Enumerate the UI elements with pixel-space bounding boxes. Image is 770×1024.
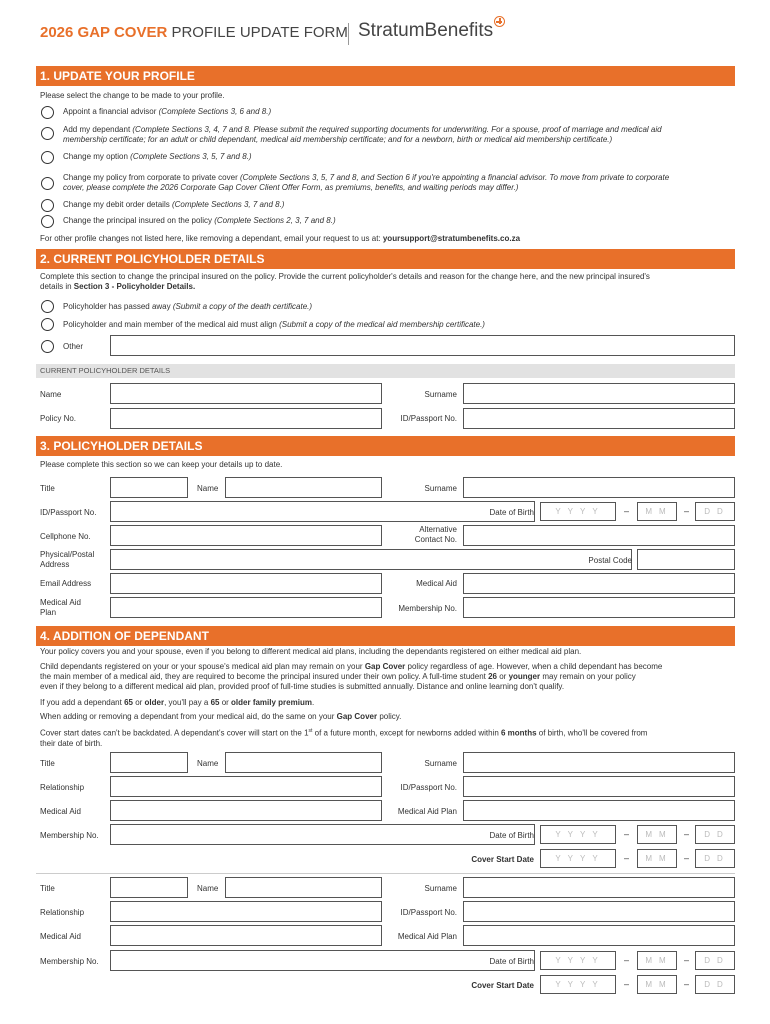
d2-title-input[interactable]	[110, 877, 188, 898]
d1-dob-label: Date of Birth	[489, 831, 534, 840]
s2-surname-label: Surname	[424, 390, 457, 399]
s4-p5: Cover start dates can't be backdated. A dependant's cover will start on the 1st of a future month, except for newborns added within 6 months of birth, who'll be covered from their date of birth.	[40, 728, 648, 748]
section-1-header: 1. UPDATE YOUR PROFILE	[36, 66, 735, 86]
s3-medaid-label: Medical Aid	[416, 579, 457, 588]
d1-surname-input[interactable]	[463, 752, 735, 773]
s1-footer: For other profile changes not listed here, like removing a dependant, email your request to us at: yoursupport@stratumbenefits.co.za	[40, 234, 521, 243]
d1-medplan-input[interactable]	[463, 800, 735, 821]
s3-dob-label: Date of Birth	[489, 508, 534, 517]
d2-dob-day[interactable]: DD	[695, 951, 735, 970]
support-email-link[interactable]: yoursupport@stratumbenefits.co.za	[382, 234, 521, 243]
s3-name-label: Name	[197, 484, 219, 493]
s2-name-label: Name	[40, 390, 62, 399]
opt-add-dependant: Add my dependant (Complete Sections 3, 4, 7 and 8. Please submit the required supporting documents for underwriting. For a spouse, proof of marriage and medical aid membership certificate; for an adult or child dependant, medical aid membership certificate; and for a newborn, birth or medical aid membership certificate.)	[63, 125, 662, 144]
d1-rel-input[interactable]	[110, 776, 382, 797]
d2-medaid-input[interactable]	[110, 925, 382, 946]
s4-p1: Your policy covers you and your spouse, even if you belong to different medical aid plans, including the dependants registered on either medical aid plan.	[40, 647, 582, 656]
opt-corporate-to-private: Change my policy from corporate to private cover (Complete Sections 3, 5, 7 and 8, and Section 6 if you're appointing a financial advisor. To move from private to corporate cover, please complete the 2026 Corporate Gap Cover Client Offer Form, as premiums, benefits, and waiting periods may differ.)	[63, 173, 670, 192]
s3-email-input[interactable]	[110, 573, 382, 594]
opt-passed-away: Policyholder has passed away (Submit a copy of the death certificate.)	[63, 302, 313, 311]
s3-address-label: Physical/Postal Address	[40, 550, 95, 569]
d1-rel-label: Relationship	[40, 783, 85, 792]
s3-dob-month[interactable]: MM	[637, 502, 677, 521]
s3-postal-label: Postal Code	[588, 556, 632, 565]
d2-idpass-label: ID/Passport No.	[400, 908, 457, 917]
section-4-header: 4. ADDITION OF DEPENDANT	[36, 626, 735, 646]
s2-idpass-label: ID/Passport No.	[400, 414, 457, 423]
radio-must-align[interactable]	[41, 318, 54, 331]
d2-member-label: Membership No.	[40, 957, 99, 966]
opt-change-option: Change my option (Complete Sections 3, 5, 7 and 8.)	[63, 152, 252, 161]
section-3-header: 3. POLICYHOLDER DETAILS	[36, 436, 735, 456]
s3-name-input[interactable]	[225, 477, 382, 498]
s4-p2: Child dependants registered on your or your spouse's medical aid plan may remain on your Gap Cover policy regardless of age. However, when a child dependant has become the main member of a medical aid, they are required to become the principal insured under their own policy. A full-time student 26 or younger may remain on your policy even if they belong to a different medical aid plan, provided proof of full-time studies is submitted annually. Distance and online learning don't qualify.	[40, 662, 663, 691]
opt-principal-insured: Change the principal insured on the policy (Complete Sections 2, 3, 7 and 8.)	[63, 216, 336, 225]
radio-appoint-advisor[interactable]	[41, 106, 54, 119]
d2-name-input[interactable]	[225, 877, 382, 898]
s2-intro: Complete this section to change the principal insured on the policy. Provide the current policyholder's details and reason for the change here, and the new principal insured's details in Section 3 - Policyholder Details.	[40, 272, 650, 291]
d1-idpass-input[interactable]	[463, 776, 735, 797]
d2-csd-month[interactable]: MM	[637, 975, 677, 994]
d1-csd-day[interactable]: DD	[695, 849, 735, 868]
date-sep: –	[624, 506, 630, 516]
s2-name-input[interactable]	[110, 383, 382, 404]
d1-idpass-label: ID/Passport No.	[400, 783, 457, 792]
opt-appoint-advisor: Appoint a financial advisor (Complete Sections 3, 6 and 8.)	[63, 107, 272, 116]
s2-surname-input[interactable]	[463, 383, 735, 404]
d2-csd-day[interactable]: DD	[695, 975, 735, 994]
s3-cell-input[interactable]	[110, 525, 382, 546]
d2-medplan-input[interactable]	[463, 925, 735, 946]
d1-medaid-input[interactable]	[110, 800, 382, 821]
other-reason-input[interactable]	[110, 335, 735, 356]
d1-title-label: Title	[40, 759, 55, 768]
d1-csd-label: Cover Start Date	[471, 855, 534, 864]
s3-surname-input[interactable]	[463, 477, 735, 498]
opt-other: Other	[63, 342, 84, 351]
s3-email-label: Email Address	[40, 579, 92, 588]
s3-title-input[interactable]	[110, 477, 188, 498]
logo-plus-icon	[494, 16, 505, 27]
d1-dob-day[interactable]: DD	[695, 825, 735, 844]
radio-add-dependant[interactable]	[41, 127, 54, 140]
opt-must-align: Policyholder and main member of the medical aid must align (Submit a copy of the medical aid membership certificate.)	[63, 320, 485, 329]
radio-corporate-to-private[interactable]	[41, 177, 54, 190]
s3-member-input[interactable]	[463, 597, 735, 618]
s3-postal-input[interactable]	[637, 549, 735, 570]
date-sep: –	[684, 853, 690, 863]
d2-medplan-label: Medical Aid Plan	[397, 932, 457, 941]
s2-policy-input[interactable]	[110, 408, 382, 429]
d2-dob-label: Date of Birth	[489, 957, 534, 966]
s2-policy-label: Policy No.	[40, 414, 77, 423]
title-accent: GAP COVER	[77, 24, 168, 41]
date-sep: –	[624, 829, 630, 839]
s3-cell-label: Cellphone No.	[40, 532, 91, 541]
d1-csd-month[interactable]: MM	[637, 849, 677, 868]
s2-idpass-input[interactable]	[463, 408, 735, 429]
d1-member-label: Membership No.	[40, 831, 99, 840]
s3-dob-year[interactable]: YYYY	[540, 502, 616, 521]
d2-idpass-input[interactable]	[463, 901, 735, 922]
s3-medaid-input[interactable]	[463, 573, 735, 594]
s4-p4: When adding or removing a dependant from your medical aid, do the same on your Gap Cover policy.	[40, 712, 402, 721]
radio-principal-insured[interactable]	[41, 215, 54, 228]
d2-medaid-label: Medical Aid	[40, 932, 81, 941]
d1-csd-year[interactable]: YYYY	[540, 849, 616, 868]
date-sep: –	[684, 955, 690, 965]
s3-dob-day[interactable]: DD	[695, 502, 735, 521]
date-sep: –	[624, 955, 630, 965]
d1-medplan-label: Medical Aid Plan	[397, 807, 457, 816]
s3-medplan-input[interactable]	[110, 597, 382, 618]
radio-change-option[interactable]	[41, 151, 54, 164]
d2-surname-input[interactable]	[463, 877, 735, 898]
date-sep: –	[624, 979, 630, 989]
d2-surname-label: Surname	[424, 884, 457, 893]
s3-intro: Please complete this section so we can keep your details up to date.	[40, 460, 283, 469]
radio-passed-away[interactable]	[41, 300, 54, 313]
d1-name-label: Name	[197, 759, 219, 768]
radio-debit-order[interactable]	[41, 199, 54, 212]
d1-name-input[interactable]	[225, 752, 382, 773]
date-sep: –	[684, 506, 690, 516]
d2-title-label: Title	[40, 884, 55, 893]
title-rest: PROFILE UPDATE FORM	[171, 24, 348, 41]
opt-debit-order: Change my debit order details (Complete Sections 3, 7 and 8.)	[63, 200, 285, 209]
s3-surname-label: Surname	[424, 484, 457, 493]
d1-surname-label: Surname	[424, 759, 457, 768]
d2-dob-year[interactable]: YYYY	[540, 951, 616, 970]
d2-rel-input[interactable]	[110, 901, 382, 922]
date-sep: –	[684, 829, 690, 839]
logo-text: StratumBenefits	[358, 20, 494, 41]
s3-medplan-label: Medical Aid Plan	[40, 598, 81, 617]
s1-intro: Please select the change to be made to your profile.	[40, 91, 225, 100]
current-policyholder-subheader: CURRENT POLICYHOLDER DETAILS	[36, 364, 735, 378]
d1-medaid-label: Medical Aid	[40, 807, 81, 816]
title-year: 2026	[40, 24, 74, 41]
d2-csd-label: Cover Start Date	[471, 981, 534, 990]
s3-alt-label: Alternative Contact No.	[414, 525, 457, 544]
form-title	[40, 24, 348, 41]
s3-member-label: Membership No.	[398, 604, 457, 613]
date-sep: –	[684, 979, 690, 989]
s3-idpass-label: ID/Passport No.	[40, 508, 97, 517]
d2-dob-month[interactable]: MM	[637, 951, 677, 970]
section-2-header: 2. CURRENT POLICYHOLDER DETAILS	[36, 249, 735, 269]
d1-title-input[interactable]	[110, 752, 188, 773]
d2-csd-year[interactable]: YYYY	[540, 975, 616, 994]
s3-alt-input[interactable]	[463, 525, 735, 546]
s3-title-label: Title	[40, 484, 55, 493]
d1-dob-year[interactable]: YYYY	[540, 825, 616, 844]
s4-p3: If you add a dependant 65 or older, you'll pay a 65 or older family premium.	[40, 698, 315, 707]
d1-dob-month[interactable]: MM	[637, 825, 677, 844]
header-divider	[348, 23, 349, 45]
date-sep: –	[624, 853, 630, 863]
s3-address-input[interactable]	[110, 549, 632, 570]
stratum-logo	[358, 20, 504, 42]
dependant-divider	[36, 873, 735, 874]
radio-other[interactable]	[41, 340, 54, 353]
d2-name-label: Name	[197, 884, 219, 893]
d2-rel-label: Relationship	[40, 908, 85, 917]
